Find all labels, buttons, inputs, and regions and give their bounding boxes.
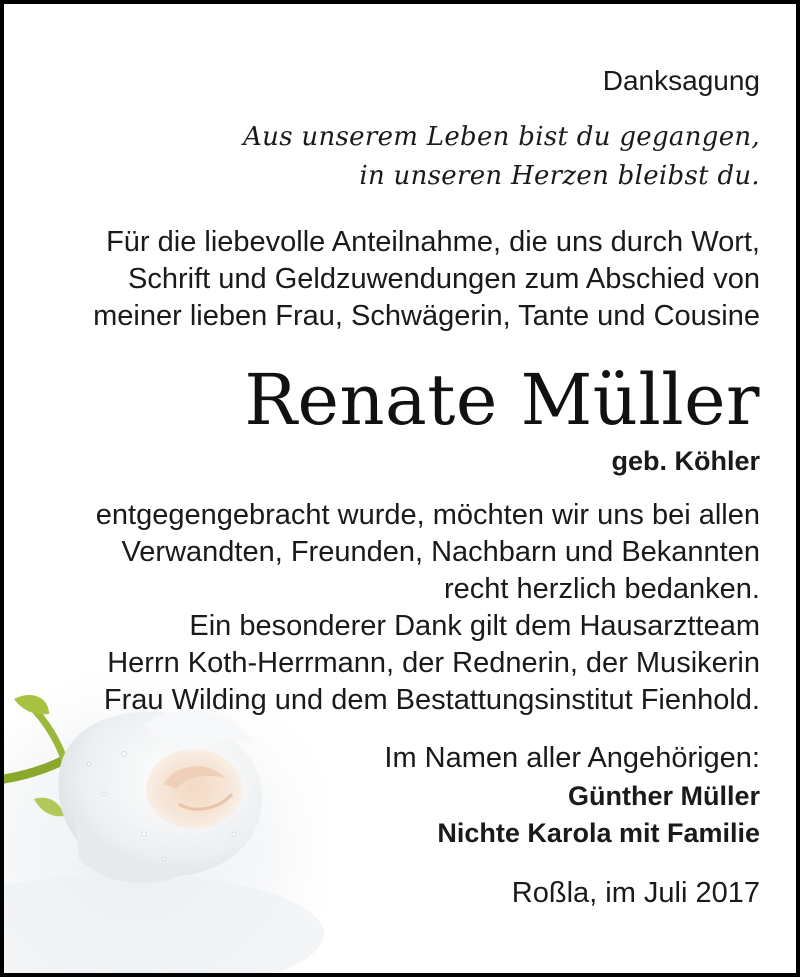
thanks-line-2: Verwandten, Freunden, Nachbarn und Bekannten xyxy=(121,536,760,568)
notice-heading: Danksagung xyxy=(602,65,760,96)
signatory-1: Günther Müller xyxy=(567,781,760,811)
thanks-line-4: Ein besonderer Dank gilt dem Hausarztteam xyxy=(189,610,760,642)
on-behalf-text: Im Namen aller Angehörigen: xyxy=(384,742,760,774)
deceased-name: Renate Müller xyxy=(244,359,760,441)
thanks-line-5: Herrn Koth-Herrmann, der Rednerin, der Musikerin xyxy=(107,647,760,679)
motto-line-1: Aus unserem Leben bist du gegangen, xyxy=(243,122,760,152)
signatory-2: Nichte Karola mit Familie xyxy=(437,818,760,848)
intro-line-3: meiner lieben Frau, Schwägerin, Tante und Cousine xyxy=(93,300,760,332)
thanks-line-6: Frau Wilding und dem Bestattungsinstitut Fienhold. xyxy=(103,684,760,716)
thanks-line-1: entgegengebracht wurde, möchten wir uns bei allen xyxy=(95,499,760,531)
intro-line-1: Für die liebevolle Anteilnahme, die uns durch Wort, xyxy=(106,226,760,258)
thanks-line-3: recht herzlich bedanken. xyxy=(444,573,760,605)
maiden-name: geb. Köhler xyxy=(611,446,760,476)
intro-line-2: Schrift und Geldzuwendungen zum Abschied von xyxy=(128,263,760,295)
motto-line-2: in unseren Herzen bleibst du. xyxy=(359,161,760,191)
place-date: Roßla, im Juli 2017 xyxy=(511,877,760,909)
notice-text xyxy=(4,4,800,977)
